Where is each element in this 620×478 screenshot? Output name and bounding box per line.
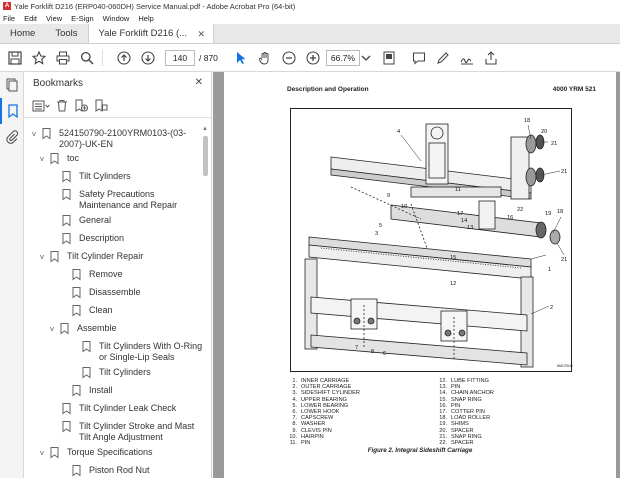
- bookmark-icon: [62, 421, 71, 432]
- print-button[interactable]: [54, 49, 72, 67]
- zoom-level-select[interactable]: [326, 50, 360, 66]
- bookmark-label: Remove: [89, 269, 123, 279]
- menu-view[interactable]: View: [46, 13, 63, 23]
- fill-sign-button[interactable]: [458, 49, 476, 67]
- bookmark-label: Disassemble: [89, 287, 141, 297]
- part-number: 1.: [292, 378, 297, 384]
- part-name: PIN: [451, 402, 461, 409]
- callout-17: 17: [457, 211, 464, 217]
- bookmark-label: Tilt Cylinder Repair: [67, 251, 144, 261]
- callout-18b: 18: [557, 209, 564, 215]
- part-number: 2.: [292, 384, 297, 391]
- part-name: LOWER HOOK: [301, 409, 340, 416]
- part-number: 13.: [439, 384, 447, 391]
- cursor-arrow-icon: [234, 51, 248, 65]
- part-name: LOAD ROLLER: [451, 415, 491, 422]
- callout-21c: 21: [561, 257, 568, 263]
- bookmark-item[interactable]: [38, 153, 192, 165]
- share-icon: [484, 51, 498, 65]
- page-number-input[interactable]: 140: [165, 50, 195, 66]
- arrow-down-circle-icon: [141, 51, 155, 65]
- callout-19: 19: [545, 211, 552, 217]
- bookmark-item[interactable]: [50, 421, 204, 443]
- delete-bookmark-button[interactable]: [56, 99, 68, 112]
- bookmark-label: General: [79, 215, 112, 225]
- next-page-button[interactable]: [139, 49, 157, 67]
- callout-7: 7: [355, 345, 359, 351]
- callout-1: 1: [548, 267, 552, 273]
- part-number: 22.: [439, 440, 447, 447]
- bookmark-icon: [82, 341, 91, 352]
- bookmarks-panel-button[interactable]: [0, 98, 24, 124]
- pages-icon: [5, 78, 19, 92]
- trash-icon: [56, 99, 68, 112]
- title-bar: [0, 0, 620, 12]
- callout-9: 9: [387, 193, 391, 199]
- part-name: LUBE FITTING: [451, 378, 489, 384]
- collapse-chevron-icon[interactable]: ˅: [39, 155, 45, 164]
- callout-3: 3: [375, 231, 379, 237]
- navigation-pane-strip: [0, 72, 24, 478]
- bookmark-properties-button[interactable]: [94, 99, 108, 112]
- bookmark-icon: [6, 104, 20, 118]
- bookmark-tag-icon: [94, 99, 108, 112]
- page-header-docnum: 4000 YRM 521: [552, 86, 596, 93]
- chevron-down-icon: [359, 51, 373, 65]
- callout-4: 4: [397, 129, 401, 135]
- part-number: 9.: [292, 427, 297, 434]
- page-fit-icon: [382, 51, 396, 65]
- tab-document-label: Yale Forklift D216 (...: [98, 28, 188, 39]
- zoom-in-button[interactable]: [304, 49, 322, 67]
- figure-caption: Figure 2. Integral Sideshift Carriage: [367, 447, 473, 454]
- zoom-out-button[interactable]: [280, 49, 298, 67]
- save-button[interactable]: [6, 49, 24, 67]
- bookmark-item[interactable]: [70, 367, 209, 378]
- new-bookmark-button[interactable]: [74, 99, 88, 112]
- pen-icon: [436, 51, 450, 65]
- save-icon: [8, 51, 22, 65]
- carriage-exploded-diagram: [291, 109, 571, 371]
- part-number: 8.: [292, 421, 297, 428]
- bookmark-icon: [50, 153, 59, 164]
- bookmark-icon: [72, 287, 81, 298]
- bookmark-item[interactable]: [48, 323, 202, 335]
- collapse-chevron-icon[interactable]: ˅: [31, 130, 37, 139]
- select-tool-button[interactable]: [232, 49, 250, 67]
- callout-14: 14: [461, 218, 468, 224]
- bookmark-icon: [62, 215, 71, 226]
- bookmark-label: Piston Rod Nut: [89, 465, 150, 475]
- part-name: SNAP RING: [451, 396, 482, 403]
- callout-6: 6: [383, 351, 387, 357]
- menu-edit[interactable]: Edit: [24, 13, 38, 23]
- share-button[interactable]: [482, 49, 500, 67]
- menu-bar: [0, 12, 620, 24]
- bookmark-label: Safety Precautions Maintenance and Repair: [79, 189, 178, 210]
- acrobat-app-icon: A: [4, 3, 10, 9]
- menu-help[interactable]: Help: [138, 13, 154, 23]
- figure-frame: [290, 108, 572, 372]
- plus-circle-icon: [306, 51, 320, 65]
- callout-5: 5: [379, 223, 383, 229]
- bookmarks-panel: [24, 72, 212, 478]
- callout-22: 22: [517, 207, 524, 213]
- arrow-up-circle-icon: [117, 51, 131, 65]
- attachments-button[interactable]: [0, 124, 24, 150]
- bookmark-item[interactable]: [60, 269, 214, 280]
- bookmark-label: Clean: [89, 305, 113, 315]
- part-name: WASHER: [301, 421, 326, 428]
- bookmarks-header: [24, 72, 211, 94]
- tab-document[interactable]: [88, 24, 215, 43]
- page-thumbnails-button[interactable]: [0, 72, 24, 98]
- bookmark-label: toc: [67, 153, 80, 163]
- bookmark-label: Tilt Cylinders With O-Ring or Single-Lip Seals: [99, 341, 203, 362]
- callout-8: 8: [371, 349, 375, 355]
- bookmark-item[interactable]: [50, 189, 204, 211]
- callout-16: 16: [507, 215, 514, 221]
- bookmark-icon: [72, 269, 81, 280]
- bookmark-item[interactable]: [30, 128, 199, 150]
- hand-icon: [258, 51, 272, 65]
- close-tab-icon[interactable]: ✕: [197, 29, 206, 39]
- callout-12: 12: [450, 281, 457, 287]
- part-name: COTTER PIN: [451, 409, 485, 416]
- bookmark-label: Assemble: [77, 323, 117, 333]
- callout-2: 2: [550, 305, 554, 311]
- bookmark-item[interactable]: [50, 171, 204, 182]
- bookmark-item[interactable]: [38, 251, 192, 263]
- bookmark-item[interactable]: [60, 385, 214, 396]
- collapse-chevron-icon[interactable]: ˅: [49, 325, 55, 334]
- outer-carriage-drawing: [305, 237, 533, 367]
- bookmark-options-button[interactable]: [32, 100, 50, 112]
- part-number: 18.: [439, 415, 447, 422]
- previous-page-button[interactable]: [115, 49, 133, 67]
- tab-row: [0, 24, 620, 44]
- star-icon: [32, 51, 46, 65]
- part-number: 16.: [439, 402, 447, 409]
- part-number: 12.: [439, 378, 447, 384]
- close-panel-icon[interactable]: ✕: [194, 77, 203, 88]
- tab-tools[interactable]: Tools: [55, 28, 78, 39]
- bookmark-label: Torque Specifications: [67, 447, 153, 457]
- part-number: 20.: [439, 427, 447, 434]
- parts-legend-item: [437, 440, 587, 446]
- callout-13: 13: [467, 225, 474, 231]
- parts-legend-left: [287, 378, 437, 446]
- bookmark-item[interactable]: [60, 305, 214, 316]
- bookmark-icon: [62, 233, 71, 244]
- scrollbar-thumb[interactable]: [203, 136, 208, 176]
- part-name: INNER CARRIAGE: [301, 378, 350, 384]
- part-name: SPACER: [451, 440, 474, 447]
- part-name: LOWER BEARING: [301, 402, 349, 409]
- part-name: SNAP RING: [451, 433, 482, 440]
- part-number: 21.: [439, 433, 447, 440]
- page-total: / 870: [199, 52, 218, 63]
- bookmark-icon: [72, 465, 81, 476]
- fit-page-button[interactable]: [380, 49, 398, 67]
- part-name: UPPER BEARING: [301, 396, 348, 403]
- bookmark-icon: [42, 128, 51, 139]
- part-number: 17.: [439, 409, 447, 416]
- bookmark-item[interactable]: [70, 341, 209, 363]
- bookmark-icon: [62, 171, 71, 182]
- minus-circle-icon: [282, 51, 296, 65]
- part-number: 7.: [292, 415, 297, 422]
- find-button[interactable]: [78, 49, 96, 67]
- menu-esign[interactable]: E-Sign: [71, 13, 94, 23]
- part-number: 3.: [292, 390, 297, 397]
- bookmark-label: Description: [79, 233, 125, 243]
- part-number: 5.: [292, 402, 297, 409]
- print-icon: [56, 51, 70, 65]
- part-name: PIN: [451, 384, 461, 391]
- part-number: 6.: [292, 409, 297, 416]
- sign-icon: [460, 51, 474, 65]
- comment-button[interactable]: [410, 49, 428, 67]
- page-header-section: Description and Operation: [287, 86, 369, 93]
- bookmark-icon: [62, 403, 71, 414]
- part-name: CHAIN ANCHOR: [451, 390, 494, 397]
- part-number: 11.: [289, 440, 297, 447]
- part-name: PIN: [301, 440, 311, 447]
- bookmark-item[interactable]: [60, 465, 214, 476]
- part-number: 15.: [439, 396, 447, 403]
- bookmark-item[interactable]: [60, 287, 214, 298]
- zoom-level-value: 66.7%: [330, 52, 355, 63]
- part-name: HAIRPIN: [301, 433, 324, 440]
- parts-legend: [287, 378, 587, 446]
- image-code: NM170040: [557, 364, 573, 368]
- callout-21a: 21: [551, 141, 558, 147]
- bookmark-label: Tilt Cylinders: [79, 171, 131, 181]
- collapse-chevron-icon[interactable]: ˅: [39, 449, 45, 458]
- bookmarks-scrollbar[interactable]: [202, 126, 209, 476]
- bookmark-icon: [50, 251, 59, 262]
- bookmark-item[interactable]: [50, 233, 204, 244]
- part-number: 4.: [292, 396, 297, 403]
- callout-15: 15: [450, 255, 457, 261]
- part-name: CLEVIS PIN: [301, 427, 332, 434]
- bookmark-tree: [24, 122, 202, 478]
- menu-file[interactable]: File: [3, 13, 16, 23]
- toolbar-divider: [102, 50, 103, 66]
- bookmark-item[interactable]: [50, 215, 204, 226]
- part-name: SPACER: [451, 427, 474, 434]
- part-name: OUTER CARRIAGE: [301, 384, 352, 391]
- tab-home[interactable]: Home: [10, 28, 36, 39]
- part-number: 10.: [289, 433, 297, 440]
- bookmark-icon: [50, 447, 59, 458]
- menu-window[interactable]: Window: [102, 13, 130, 23]
- part-number: 19.: [439, 421, 447, 428]
- callout-20: 20: [541, 129, 548, 135]
- callout-18a: 18: [524, 118, 531, 124]
- bookmark-icon: [72, 385, 81, 396]
- bookmarks-toolbar: [24, 94, 211, 118]
- hand-tool-button[interactable]: [256, 49, 274, 67]
- callout-10: 10: [401, 204, 408, 210]
- comment-icon: [412, 51, 426, 65]
- paperclip-icon: [5, 130, 19, 144]
- bookmark-label: Tilt Cylinders: [99, 367, 151, 377]
- parts-legend-right: [437, 378, 587, 446]
- bookmark-label: Install: [89, 385, 113, 395]
- part-name: SIDESHIFT CYLINDER: [301, 390, 360, 397]
- toolbar: [0, 44, 620, 72]
- callout-21b: 21: [561, 169, 568, 175]
- bookmarks-title: Bookmarks: [33, 77, 84, 89]
- inner-carriage-drawing: [331, 124, 560, 259]
- bookmark-item[interactable]: [50, 403, 204, 414]
- scroll-up-icon[interactable]: ▲: [202, 126, 208, 132]
- bookmark-label: Tilt Cylinder Stroke and Mast Tilt Angle Adjustment: [79, 421, 195, 442]
- options-menu-icon: [32, 100, 50, 112]
- collapse-chevron-icon[interactable]: ˅: [39, 253, 45, 262]
- document-view[interactable]: [213, 72, 620, 478]
- zoom-dropdown-button[interactable]: [362, 49, 370, 67]
- bookmark-label: 524150790-2100YRM0103-(03-2007)-UK-EN: [59, 128, 187, 149]
- bookmark-icon: [62, 189, 71, 200]
- pdf-page: [224, 72, 616, 478]
- bookmark-icon: [82, 367, 91, 378]
- part-name: CAPSCREW: [301, 415, 334, 422]
- search-icon: [80, 51, 94, 65]
- bookmark-item[interactable]: [38, 447, 192, 459]
- part-name: SHIMS: [451, 421, 469, 428]
- bookmark-icon: [72, 305, 81, 316]
- new-bookmark-icon: [74, 99, 88, 112]
- part-number: 14.: [439, 390, 447, 397]
- bookmark-star-button[interactable]: [30, 49, 48, 67]
- window-title: Yale Forklift D216 (ERP040-060DH) Service Manual.pdf - Adobe Acrobat Pro (64-bit): [14, 1, 296, 11]
- highlight-button[interactable]: [434, 49, 452, 67]
- parts-legend-item: [287, 440, 437, 446]
- bookmark-icon: [60, 323, 69, 334]
- callout-11: 11: [455, 187, 461, 193]
- bookmark-label: Tilt Cylinder Leak Check: [79, 403, 177, 413]
